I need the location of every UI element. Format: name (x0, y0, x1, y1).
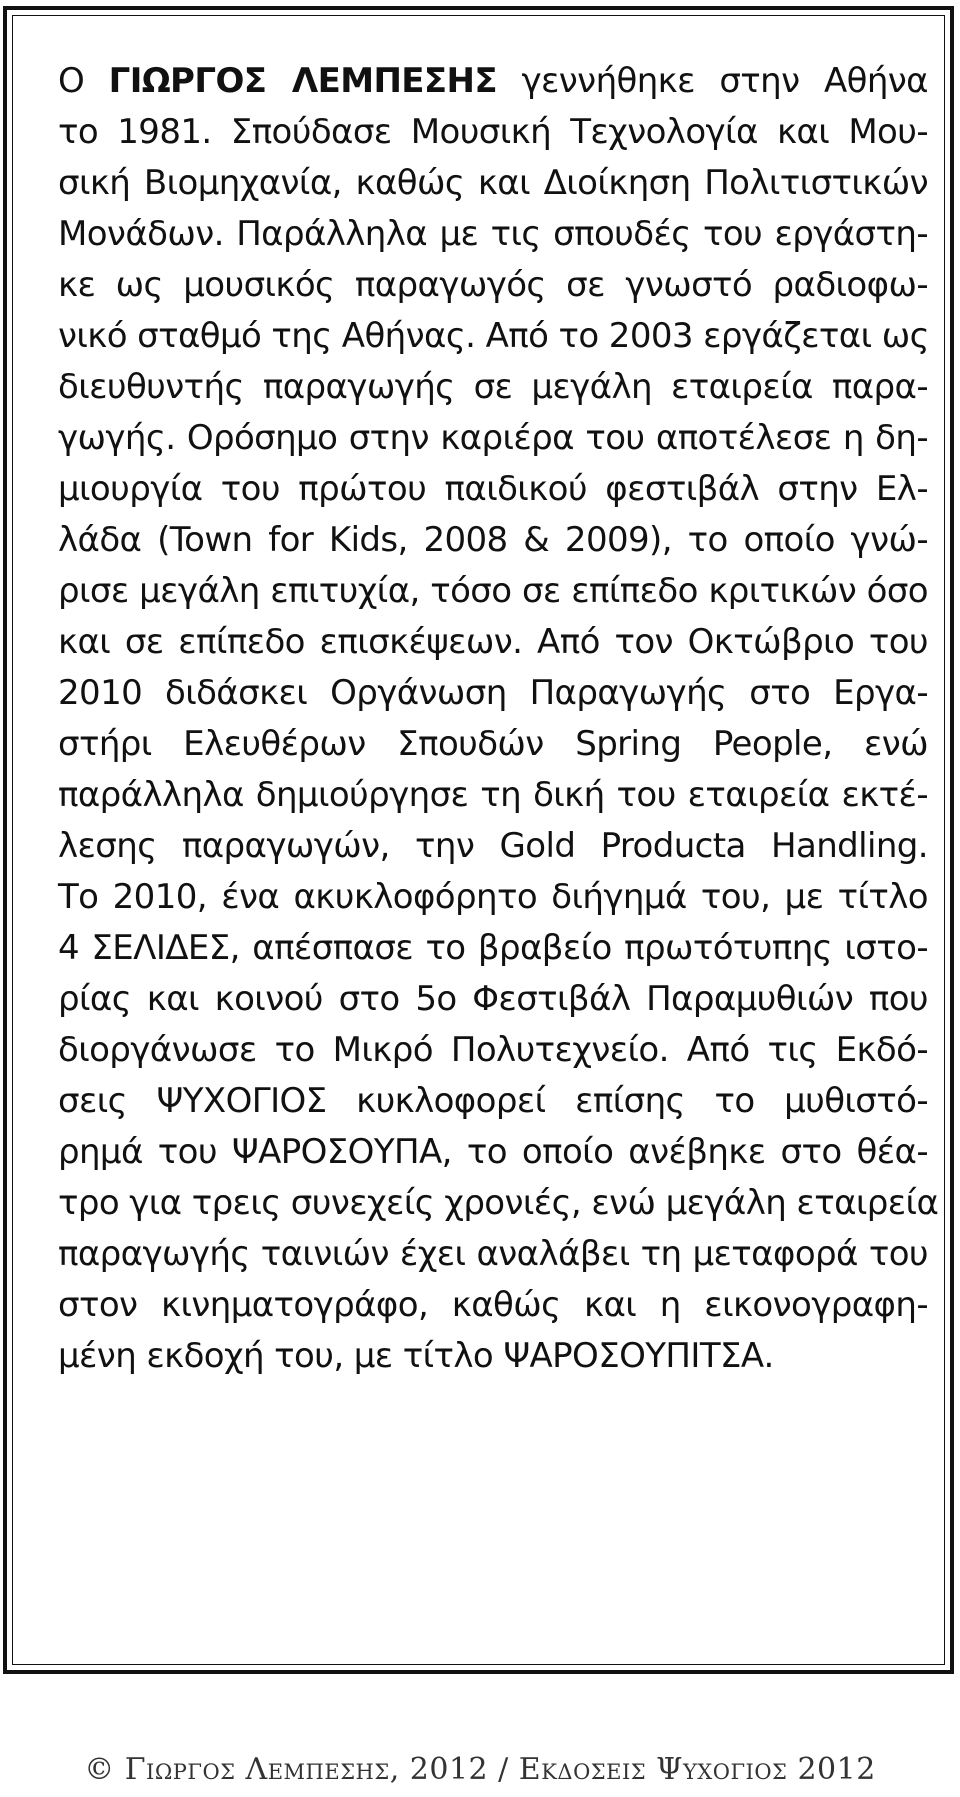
bio-line: Μονάδων. Παράλληλα με τις σπουδές του εργάστη- (58, 214, 928, 254)
bio-line: 2010 διδάσκει Οργάνωση Παραγωγής στο Εργα- (58, 673, 928, 713)
bio-line: γωγής. Ορόσημο στην καριέρα του αποτέλεσε η δη- (58, 418, 928, 458)
bio-line: Το 2010, ένα ακυκλοφόρητο διήγημά του, με τίτλο (58, 877, 928, 917)
bio-line: 4 ΣΕΛΙΔΕΣ, απέσπασε το βραβείο πρωτότυπης ιστο- (58, 928, 928, 968)
bio-line: νικό σταθμό της Αθήνας. Από το 2003 εργάζεται ως (58, 316, 929, 356)
bio-first-suffix: γεννήθηκε στην Αθήνα (497, 61, 928, 101)
bio-line: στον κινηματογράφο, καθώς και η εικονογραφη- (58, 1285, 928, 1325)
bio-line (58, 56, 928, 107)
bio-line: σική Βιομηχανία, καθώς και Διοίκηση Πολιτιστικών (58, 163, 928, 203)
author-bio (58, 56, 939, 1382)
bio-line: το 1981. Σπούδασε Μουσική Τεχνολογία και Μου- (58, 112, 928, 152)
bio-line: μιουργία του πρώτου παιδικού φεστιβάλ στην Ελ- (58, 469, 928, 509)
bio-line: τρο για τρεις συνεχείς χρονιές, ενώ μεγάλη εταιρεία (58, 1183, 939, 1223)
bio-line: παράλληλα δημιούργησε τη δική του εταιρεία εκτέ- (58, 775, 928, 815)
bio-line: διοργάνωσε το Μικρό Πολυτεχνείο. Από τις Εκδό- (58, 1030, 928, 1070)
bio-line: λεσης παραγωγών, την Gold Producta Handling. (58, 826, 928, 866)
bio-line: ρισε μεγάλη επιτυχία, τόσο σε επίπεδο κριτικών όσο (58, 571, 928, 611)
copyright-notice: © Γιωργος Λεμπεσης, 2012 / Εκδοσεις Ψυχογιος 2012 (84, 1752, 876, 1787)
author-name: ΓΙΩΡΓΟΣ ΛΕΜΠΕΣΗΣ (108, 61, 498, 101)
bio-line: ρημά του ΨΑΡΟΣΟΥΠΑ, το οποίο ανέβηκε στο θέα- (58, 1132, 928, 1172)
bio-line: και σε επίπεδο επισκέψεων. Από τον Οκτώβριο του (58, 622, 928, 662)
bio-first-prefix: Ο (58, 61, 109, 101)
bio-line: διευθυντής παραγωγής σε μεγάλη εταιρεία παρα- (58, 367, 928, 407)
bio-line: στήρι Ελευθέρων Σπουδών Spring People, ενώ (58, 724, 928, 764)
bio-line-last: μένη εκδοχή του, με τίτλο ΨΑΡΟΣΟΥΠΙΤΣΑ. (58, 1336, 774, 1376)
bio-line: ρίας και κοινού στο 5ο Φεστιβάλ Παραμυθιών που (58, 979, 928, 1019)
bio-line: σεις ΨΥΧΟΓΙΟΣ κυκλοφορεί επίσης το μυθιστό- (58, 1081, 928, 1121)
bio-line: λάδα (Town for Kids, 2008 & 2009), το οποίο γνώ- (58, 520, 928, 560)
bio-line: κε ως μουσικός παραγωγός σε γνωστό ραδιοφω- (58, 265, 928, 305)
bio-line: παραγωγής ταινιών έχει αναλάβει τη μεταφορά του (58, 1234, 928, 1274)
